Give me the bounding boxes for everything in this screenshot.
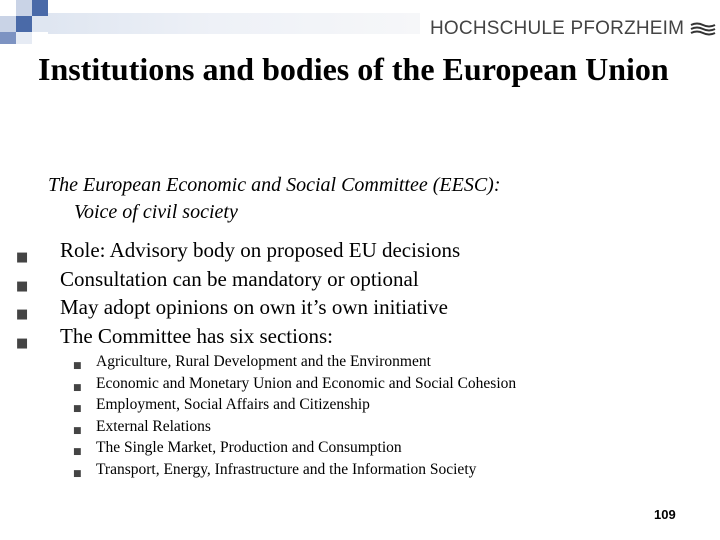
section-text: Agriculture, Rural Development and the Environment (96, 353, 431, 370)
square-bullet-icon: ■ (73, 382, 82, 393)
logo-text: HOCHSCHULE PFORZHEIM (430, 18, 685, 39)
section-text: Transport, Energy, Infrastructure and the Information Society (96, 460, 477, 478)
bullet-text: The Committee has six sections: (60, 323, 333, 348)
bullet-text: Role: Advisory body on proposed EU decisions (60, 238, 461, 262)
wave-stripes-icon (690, 22, 716, 36)
section-item (73, 351, 516, 373)
section-text: Employment, Social Affairs and Citizenship (96, 396, 370, 414)
page-number: 109 (654, 507, 676, 522)
section-item (73, 459, 516, 481)
slide-title: Institutions and bodies of the European Union (38, 51, 669, 87)
square-bullet-icon: ■ (73, 361, 82, 371)
section-item (73, 373, 516, 395)
sections-bullet-list (73, 351, 516, 481)
university-logo (430, 16, 716, 42)
square-bullet-icon: ■ (16, 335, 29, 351)
section-item (73, 416, 516, 438)
bullet-text: May adopt opinions on own it’s own initiative (60, 295, 448, 319)
square-bullet-icon: ■ (73, 425, 82, 436)
subtitle-line-1: The European Economic and Social Committee (EESC): (48, 174, 501, 196)
bullet-item (16, 265, 460, 294)
header-gradient-bar (48, 13, 420, 34)
section-item (73, 394, 516, 416)
slide-subtitle (48, 172, 648, 226)
section-text: The Single Market, Production and Consumption (96, 439, 402, 457)
section-item (73, 437, 516, 459)
main-bullet-list (16, 236, 460, 350)
square-bullet-icon: ■ (73, 404, 82, 415)
bullet-item (16, 293, 460, 322)
bullet-item (16, 322, 460, 351)
bullet-text: Consultation can be mandatory or optional (60, 266, 419, 291)
section-text: Economic and Monetary Union and Economic and Social Cohesion (96, 374, 517, 392)
square-bullet-icon: ■ (16, 278, 29, 294)
square-bullet-icon: ■ (16, 307, 29, 322)
bullet-item (16, 236, 460, 265)
subtitle-line-2: Voice of civil society (74, 201, 238, 223)
square-bullet-icon: ■ (73, 447, 82, 458)
square-bullet-icon: ■ (16, 250, 29, 265)
square-bullet-icon: ■ (73, 468, 82, 479)
section-text: External Relations (96, 417, 211, 435)
